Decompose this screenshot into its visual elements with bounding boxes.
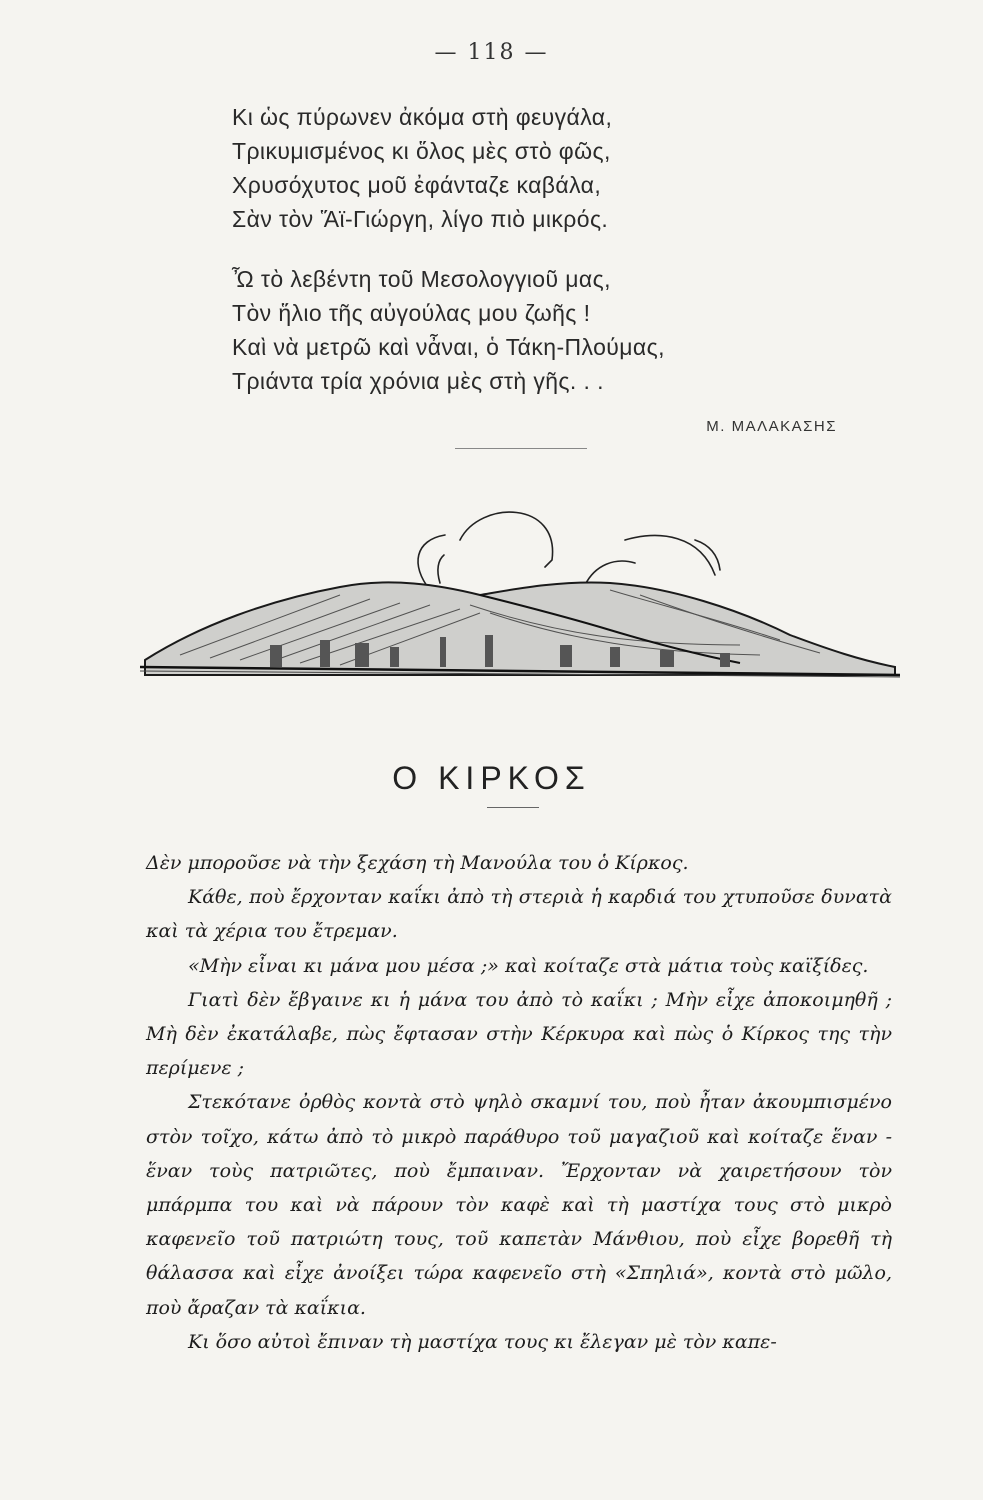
paragraph: Στεκότανε ὀρθὸς κοντὰ στὸ ψηλὸ σκαμνί του, ποὺ ἦταν ἀκουμπισμένο στὸν τοῖχο, κάτω ἀπὸ τὸ μικρὸ παράθυρο τοῦ μαγαζιοῦ καὶ κοίταζε ἕναν - ἕναν τοὺς πατριῶτες, ποὺ ἔμπαιναν. Ἔρχονταν νὰ χαιρετήσουν τὸν μπάρμπα του καὶ νὰ πάρουν τὸν καφὲ καὶ τὴ μαστίχα τους στὸ μικρὸ καφενεῖο τοῦ πατριώτη τους, τοῦ καπετὰν Μάνθιου, ποὺ εἶχε βορεθῆ τὴ θάλασσα καὶ εἶχε ἀνοίξει τώρα καφενεῖο στὴ «Σπηλιά», κοντὰ στὸ μῶλο, ποὺ ἄραζαν τὰ καΐκια. [146, 1091, 892, 1319]
poem-line: Τριάντα τρία χρόνια μὲς στὴ γῆς. . . [232, 368, 604, 394]
poem-line: Χρυσόχυτος μοῦ ἐφάνταζε καβάλα, [232, 172, 602, 198]
poem-line: Κι ὡς πύρωνεν ἀκόμα στὴ φευγάλα, [232, 104, 613, 130]
poem-line: Τὸν ἥλιο τῆς αὐγούλας μου ζωῆς ! [232, 300, 591, 326]
title-underline [487, 807, 539, 808]
page-number: — 118 — [434, 40, 549, 65]
story-body [146, 846, 892, 1359]
poem-author: Μ. ΜΑΛΑΚΑΣΗΣ [706, 418, 837, 435]
poem-line: Σὰν τὸν Ἅϊ-Γιώργη, λίγο πιὸ μικρός. [232, 206, 609, 232]
poem-stanza [232, 100, 852, 236]
paragraph: Κι ὅσο αὐτοὶ ἔπιναν τὴ μαστίχα τους κι ἔλεγαν μὲ τὸν καπε- [188, 1330, 777, 1353]
poem-line: Ὦ τὸ λεβέντη τοῦ Μεσολογγιοῦ μας, [232, 266, 611, 292]
poem-line: Τρικυμισμένος κι ὅλος μὲς στὸ φῶς, [232, 138, 611, 164]
paragraph: Κάθε, ποὺ ἔρχονταν καΐκι ἀπὸ τὴ στεριὰ ἡ καρδιά του χτυποῦσε δυνατὰ καὶ τὰ χέρια του ἔτρεμαν. [146, 886, 892, 943]
island-landscape-illustration [140, 495, 900, 695]
poem [232, 100, 852, 398]
poem-stanza [232, 262, 852, 398]
poem-line: Καὶ νὰ μετρῶ καὶ νἆναι, ὁ Τάκη-Πλούμας, [232, 334, 665, 360]
paragraph: Γιατὶ δὲν ἔβγαινε κι ἡ μάνα του ἀπὸ τὸ καΐκι ; Μὴν εἶχε ἀποκοιμηθῆ ; Μὴ δὲν ἐκατάλαβε, πὼς ἔφτασαν στὴν Κέρκυρα καὶ πὼς ὁ Κίρκος της τὴν περίμενε ; [146, 988, 892, 1080]
paragraph: Δὲν μποροῦσε νὰ τὴν ξεχάση τὴ Μανούλα του ὁ Κίρκος. [146, 852, 689, 874]
section-divider [455, 448, 587, 449]
story-title: Ο ΚΙΡΚΟΣ [392, 760, 591, 796]
paragraph: «Μὴν εἶναι κι μάνα μου μέσα ;» καὶ κοίταζε στὰ μάτια τοὺς καϊξίδες. [188, 954, 869, 977]
